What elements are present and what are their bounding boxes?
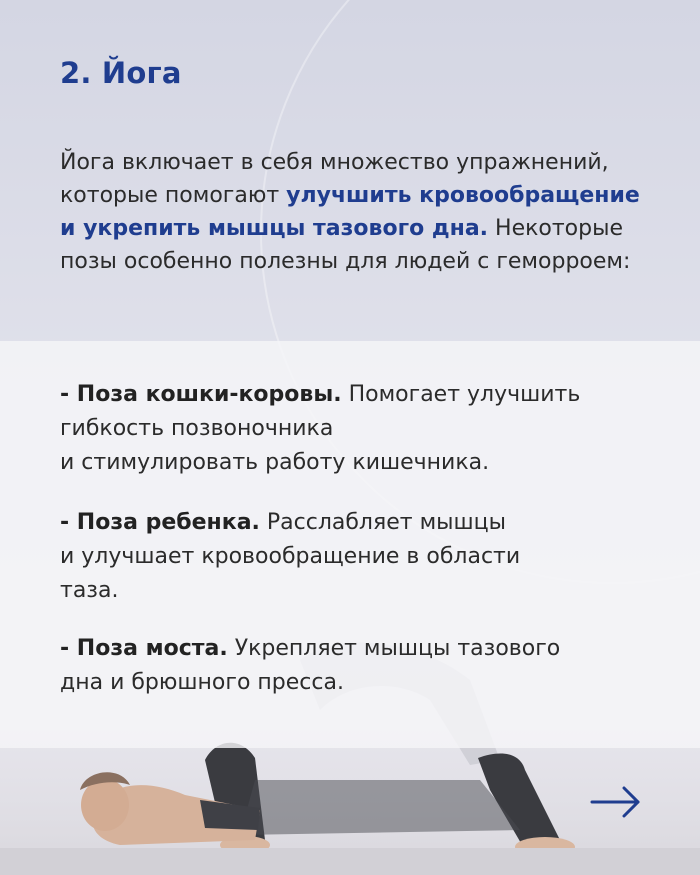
pose-name: - Поза ребенка. xyxy=(60,510,260,535)
intro-text-before: Йога включает в себя множество упражнений, которые помогают xyxy=(60,150,609,208)
intro-text-after: Некоторые позы особенно полезны для людей с геморроем: xyxy=(60,216,631,274)
intro-paragraph xyxy=(60,146,660,278)
next-button[interactable] xyxy=(588,782,644,822)
pose-description: таза. xyxy=(60,578,119,603)
arrow-right-icon xyxy=(588,782,644,822)
pose-item-child xyxy=(60,506,660,608)
pose-description: Помогает улучшить xyxy=(341,382,581,407)
intro-highlight: улучшить кровообращение и укрепить мышцы тазового дна. xyxy=(60,183,640,241)
pose-description: и стимулировать работу кишечника. xyxy=(60,450,490,475)
pose-item-cat-cow xyxy=(60,378,660,480)
pose-description: Расслабляет мышцы xyxy=(259,510,507,535)
pose-description: дна и брюшного пресса. xyxy=(60,670,344,695)
page-title: 2. Йога xyxy=(60,56,182,90)
pose-name: - Поза моста. xyxy=(60,636,228,661)
pose-description: и улучшает кровообращение в области xyxy=(60,544,521,569)
pose-item-bridge xyxy=(60,632,660,700)
pose-description: гибкость позвоночника xyxy=(60,416,334,441)
pose-name: - Поза кошки-коровы. xyxy=(60,382,342,407)
pose-description: Укрепляет мышцы тазового xyxy=(227,636,561,661)
